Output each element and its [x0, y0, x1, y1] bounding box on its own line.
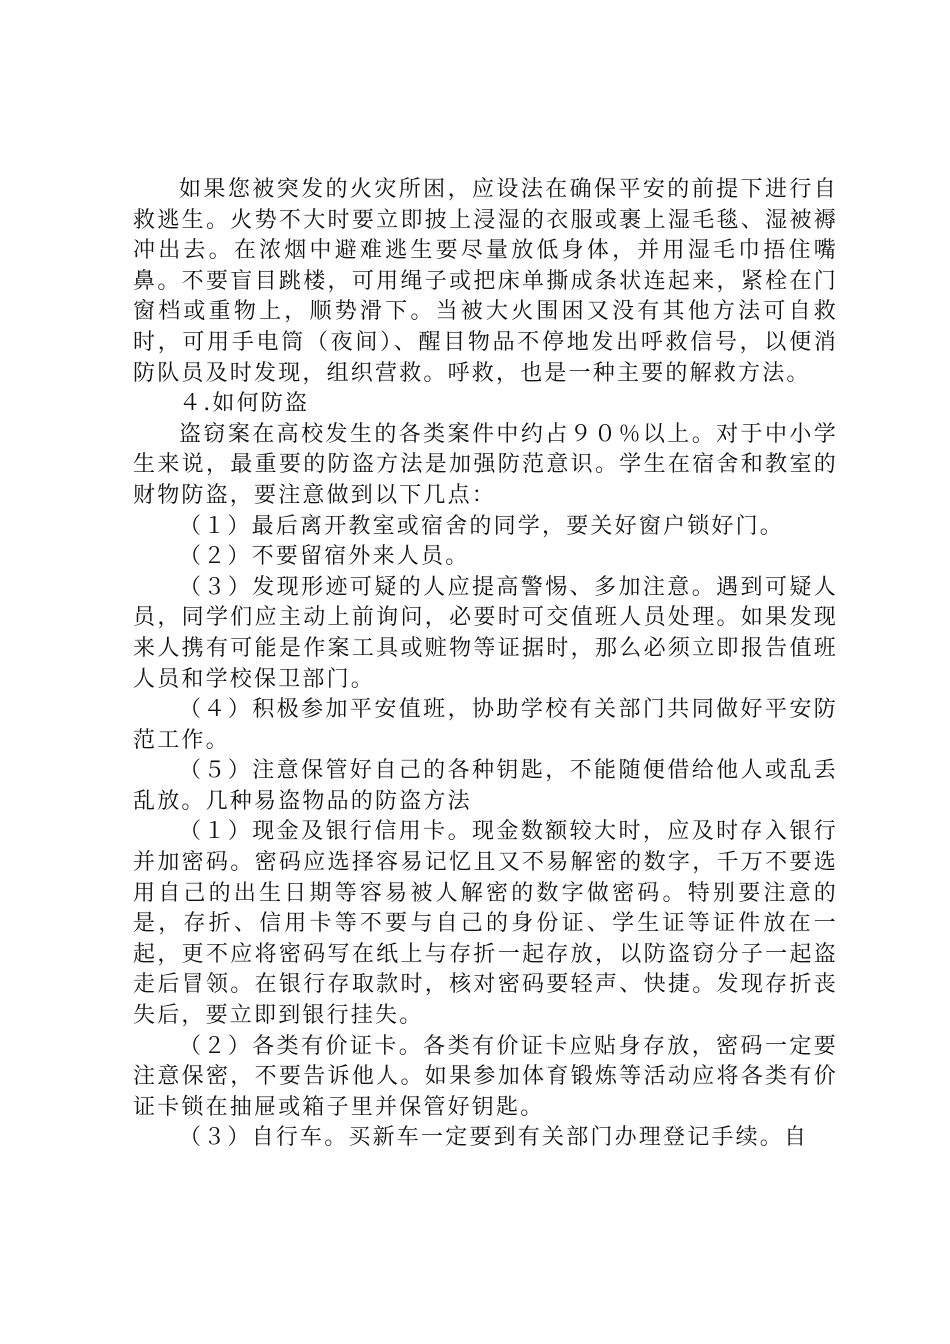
document-body: [133, 175, 838, 1154]
list-item-duty: （４）积极参加平安值班，协助学校有关部门共同做好平安防范工作。: [133, 697, 838, 753]
section-heading-theft-prevention: ４.如何防盗: [179, 391, 310, 417]
list-item-suspicious-persons: （３）发现形迹可疑的人应提高警惕、多加注意。遇到可疑人员，同学们应主动上前询问，必要时可交值班人员处理。如果发现来人携有可能是作案工具或赃物等证据时，那么必须立即报告值班人员和学校保卫部门。: [133, 574, 838, 692]
paragraph-theft-intro: 盗窃案在高校发生的各类案件中约占９０％以上。对于中小学生来说，最重要的防盗方法是加强防范意识。学生在宿舍和教室的财物防盗，要注意做到以下几点：: [133, 421, 838, 508]
list-item-bicycle: （３）自行车。买新车一定要到有关部门办理登记手续。自: [179, 1125, 809, 1151]
list-item-cash-cards: （１）现金及银行信用卡。现金数额较大时，应及时存入银行并加密码。密码应选择容易记忆且又不易解密的数字，千万不要选用自己的出生日期等容易被人解密的数字做密码。特别要注意的是，存折、信用卡等不要与自己的身份证、学生证等证件放在一起，更不应将密码写在纸上与存折一起存放，以防盗窃分子一起盗走后冒领。在银行存取款时，核对密码要轻声、快捷。发现存折丧失后，要立即到银行挂失。: [133, 819, 838, 1029]
list-item-valuable-cards: （２）各类有价证卡。各类有价证卡应贴身存放，密码一定要注意保密，不要告诉他人。如果参加体育锻炼等活动应将各类有价证卡锁在抽屉或箱子里并保管好钥匙。: [133, 1033, 838, 1120]
list-item-no-outsiders: （２）不要留宿外来人员。: [179, 544, 470, 570]
paragraph-fire-escape: 如果您被突发的火灾所困，应设法在确保平安的前提下进行自救逃生。火势不大时要立即披上浸湿的衣服或裹上湿毛毯、湿被褥冲出去。在浓烟中避难逃生要尽量放低身体，并用湿毛巾捂住嘴鼻。不要盲目跳楼，可用绳子或把床单撕成条状连起来，紧栓在门窗档或重物上，顺势滑下。当被大火围困又没有其他方法可自救时，可用手电筒（夜间）、醒目物品不停地发出呼救信号，以便消防队员及时发现，组织营救。呼救，也是一种主要的解救方法。: [133, 177, 838, 386]
list-item-keys: （５）注意保管好自己的各种钥匙，不能随便借给他人或乱丢乱放。几种易盗物品的防盗方法: [133, 758, 838, 814]
list-item-lock-doors: （１）最后离开教室或宿舍的同学，要关好窗户锁好门。: [179, 513, 785, 539]
